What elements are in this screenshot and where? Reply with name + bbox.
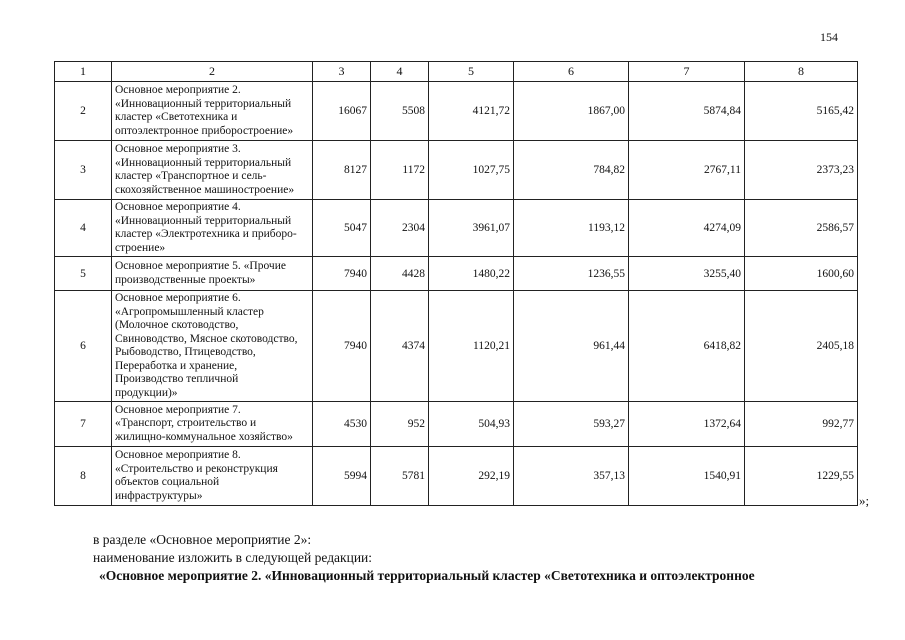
cell-col4: 4428 (371, 257, 429, 291)
description-line: Основное мероприятие 8. (115, 449, 241, 461)
event-description (112, 447, 313, 506)
row-number: 6 (55, 291, 112, 402)
table-row (55, 82, 858, 141)
page-number: 154 (820, 30, 838, 44)
column-header: 2 (112, 62, 313, 82)
cell-col7: 2767,11 (629, 141, 745, 200)
table-row (55, 200, 858, 257)
event-description (112, 291, 313, 402)
description-line: продукции)» (115, 386, 178, 399)
column-header: 6 (514, 62, 629, 82)
cell-col7: 6418,82 (629, 291, 745, 402)
cell-col8: 2373,23 (745, 141, 858, 200)
events-table (54, 61, 858, 506)
cell-col7: 1540,91 (629, 447, 745, 506)
description-line: «Транспорт, строительство и (115, 417, 257, 430)
cell-col3: 4530 (313, 402, 371, 447)
cell-col4: 5508 (371, 82, 429, 141)
new-name-line: «Основное мероприятие 2. «Инновационный территориальный кластер «Светотехника и оптоэлектронное (99, 568, 755, 583)
table-row (55, 291, 858, 402)
event-description (112, 82, 313, 141)
description-line: «Инновационный территориальный (115, 156, 292, 169)
description-line: Основное мероприятие 3. (115, 143, 241, 155)
column-header: 3 (313, 62, 371, 82)
cell-col7: 4274,09 (629, 200, 745, 257)
description-line: Основное мероприятие 2. (115, 84, 241, 96)
description-line: жилищно-коммунальное хозяйство» (115, 430, 293, 443)
cell-col6: 1867,00 (514, 82, 629, 141)
cell-col7: 5874,84 (629, 82, 745, 141)
description-line: «Инновационный территориальный (115, 97, 292, 110)
event-description (112, 200, 313, 257)
event-description (112, 141, 313, 200)
column-header: 7 (629, 62, 745, 82)
cell-col6: 357,13 (514, 447, 629, 506)
table-row (55, 447, 858, 506)
cell-col4: 2304 (371, 200, 429, 257)
column-header: 8 (745, 62, 858, 82)
row-number: 7 (55, 402, 112, 447)
event-description (112, 402, 313, 447)
table-row (55, 402, 858, 447)
cell-col6: 1236,55 (514, 257, 629, 291)
cell-col8: 2405,18 (745, 291, 858, 402)
cell-col6: 784,82 (514, 141, 629, 200)
description-line: Основное мероприятие 7. (115, 403, 241, 416)
description-line: Основное мероприятие 4. (115, 201, 241, 213)
cell-col5: 504,93 (429, 402, 514, 447)
cell-col8: 1229,55 (745, 447, 858, 506)
row-number: 5 (55, 257, 112, 291)
description-line: скохозяйственное машиностроение» (115, 183, 295, 196)
row-number: 8 (55, 447, 112, 506)
cell-col7: 3255,40 (629, 257, 745, 291)
description-line: «Агропромышленный кластер (115, 305, 264, 318)
table-row (55, 141, 858, 200)
section-reference-line: в разделе «Основное мероприятие 2»: (93, 532, 312, 547)
instruction-line: наименование изложить в следующей редакции: (93, 550, 373, 565)
cell-col8: 2586,57 (745, 200, 858, 257)
cell-col4: 5781 (371, 447, 429, 506)
description-line: Переработка и хранение, (115, 359, 238, 372)
cell-col3: 5994 (313, 447, 371, 506)
column-header: 4 (371, 62, 429, 82)
cell-col7: 1372,64 (629, 402, 745, 447)
description-line: производственные проекты» (115, 273, 256, 286)
table-end-quote: »; (859, 493, 870, 508)
description-line: Рыбоводство, Птицеводство, (115, 346, 256, 358)
cell-col6: 593,27 (514, 402, 629, 447)
cell-col8: 5165,42 (745, 82, 858, 141)
cell-col3: 5047 (313, 200, 371, 257)
cell-col6: 961,44 (514, 291, 629, 402)
description-line: Свиноводство, Мясное скотоводство, (115, 332, 298, 345)
description-line: Производство тепличной (115, 373, 239, 385)
cell-col5: 1120,21 (429, 291, 514, 402)
event-description (112, 257, 313, 291)
description-line: Основное мероприятие 6. (115, 292, 241, 304)
cell-col8: 992,77 (745, 402, 858, 447)
description-line: оптоэлектронное приборостроение» (115, 124, 294, 137)
cell-col6: 1193,12 (514, 200, 629, 257)
description-line: (Молочное скотоводство, (115, 319, 239, 331)
description-line: инфраструктуры» (115, 489, 203, 502)
table-row (55, 257, 858, 291)
description-line: кластер «Электротехника и приборо- (115, 228, 297, 240)
cell-col3: 7940 (313, 257, 371, 291)
cell-col3: 7940 (313, 291, 371, 402)
description-line: «Строительство и реконструкция (115, 462, 278, 475)
column-header: 5 (429, 62, 514, 82)
cell-col3: 8127 (313, 141, 371, 200)
cell-col4: 952 (371, 402, 429, 447)
table-header-row (55, 62, 858, 82)
description-line: «Инновационный территориальный (115, 214, 292, 227)
cell-col3: 16067 (313, 82, 371, 141)
cell-col4: 4374 (371, 291, 429, 402)
cell-col5: 3961,07 (429, 200, 514, 257)
row-number: 4 (55, 200, 112, 257)
description-line: Основное мероприятие 5. «Прочие (115, 260, 286, 272)
cell-col8: 1600,60 (745, 257, 858, 291)
cell-col5: 1027,75 (429, 141, 514, 200)
description-line: строение» (115, 241, 166, 254)
column-header: 1 (55, 62, 112, 82)
row-number: 3 (55, 141, 112, 200)
cell-col4: 1172 (371, 141, 429, 200)
description-line: объектов социальной (115, 476, 220, 488)
row-number: 2 (55, 82, 112, 141)
cell-col5: 292,19 (429, 447, 514, 506)
description-line: кластер «Транспортное и сель- (115, 170, 267, 182)
cell-col5: 4121,72 (429, 82, 514, 141)
description-line: кластер «Светотехника и (115, 111, 238, 123)
cell-col5: 1480,22 (429, 257, 514, 291)
